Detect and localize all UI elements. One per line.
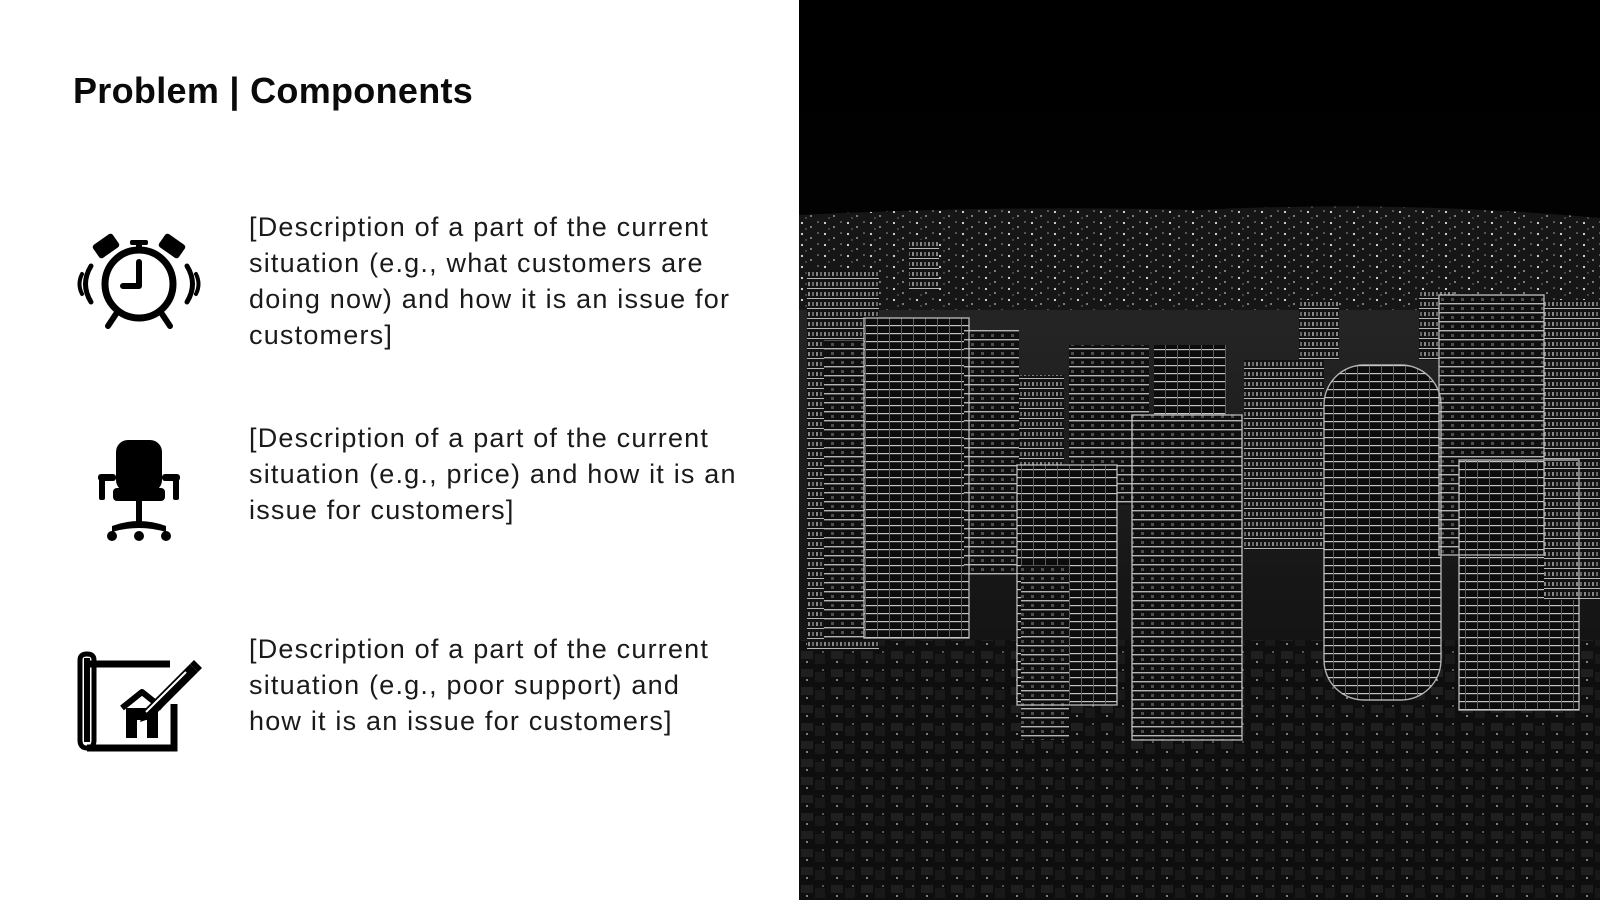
item-description: [Description of a part of the current situation (e.g., price) and how it is an issue for customers] bbox=[249, 423, 737, 525]
house-blueprint-icon bbox=[74, 647, 204, 757]
city-skyline-image bbox=[799, 0, 1600, 900]
office-chair-icon bbox=[74, 436, 204, 546]
item-description: [Description of a part of the current situation (e.g., what customers are doing now) and how it is an issue for customers] bbox=[249, 212, 731, 350]
item-description: [Description of a part of the current situation (e.g., poor support) and how it is an issue for customers] bbox=[249, 634, 710, 736]
alarm-clock-icon bbox=[74, 225, 204, 335]
slide-title: Problem | Components bbox=[73, 70, 474, 111]
